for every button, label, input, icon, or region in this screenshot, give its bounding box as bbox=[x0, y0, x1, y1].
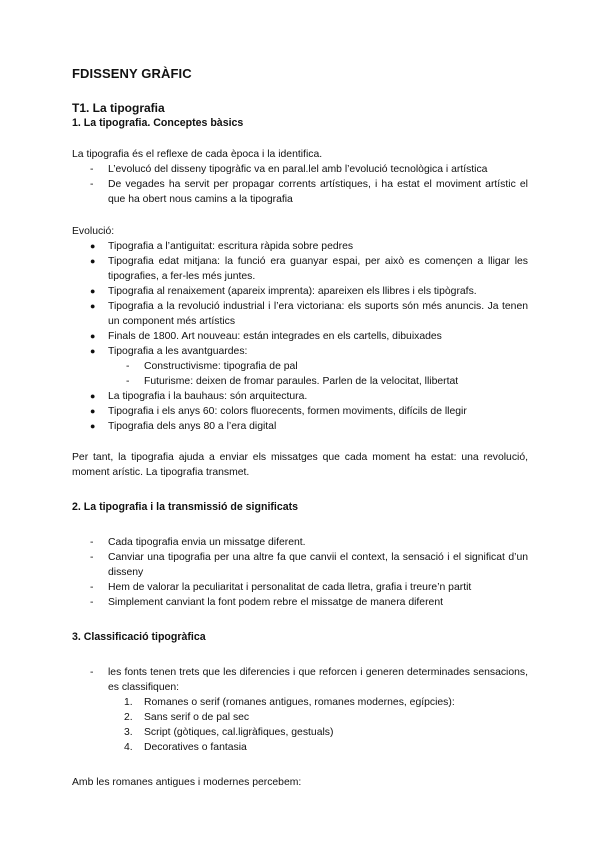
list-item: - De vegades ha servit per propagar corrents artístiques, i ha estat el moviment artístic el que ha obert nous camins a la tipografia bbox=[90, 179, 528, 205]
bullet-marker: ● bbox=[90, 421, 96, 431]
number-marker: 4. bbox=[124, 742, 133, 753]
list-item: - Hem de valorar la peculiaritat i personalitat de cada lletra, grafia i treure’n partit bbox=[90, 582, 472, 593]
bullet-marker: ● bbox=[90, 406, 96, 416]
list-item: ● Tipografia dels anys 80 a l’era digital bbox=[90, 421, 277, 432]
bullet-marker: ● bbox=[90, 241, 96, 251]
section-1-intro: La tipografia és el reflexe de cada època i la identifica. bbox=[72, 149, 323, 160]
number-marker: 2. bbox=[124, 712, 133, 723]
list-item: ● Tipografia al renaixement (apareix imprenta): apareixen els llibres i els tipògrafs. bbox=[90, 286, 477, 297]
document-title: FDISSENY GRÀFIC bbox=[72, 66, 192, 81]
section-3-heading: 3. Classificació tipogràfica bbox=[72, 631, 206, 643]
list-item: 3. Script (gòtiques, cal.ligràfiques, gestuals) bbox=[124, 727, 334, 738]
section-1-dash-list bbox=[72, 162, 528, 207]
section-1-conclusion: Per tant, la tipografia ajuda a enviar els missatges que cada moment ha estat: una revolució, moment arístic. La tipografia transmet. bbox=[72, 452, 528, 478]
dash-marker: - bbox=[90, 537, 94, 548]
list-item: - Cada tipografia envia un missatge diferent. bbox=[90, 537, 306, 548]
section-2-dash-list bbox=[72, 535, 528, 610]
list-item: ● Tipografia a la revolució industrial i l’era victoriana: els suports són més anuncis. Ja tenen un component més artístics bbox=[90, 301, 528, 327]
evolution-label: Evolució: bbox=[72, 226, 115, 237]
sub-list-item: - Constructivisme: tipografia de pal bbox=[126, 361, 298, 372]
list-item: 2. Sans serif o de pal sec bbox=[124, 712, 250, 723]
bullet-marker: ● bbox=[90, 391, 96, 401]
list-item: - les fonts tenen trets que les diferencies i que reforcen i generen determinades sensacions, es classifiquen: bbox=[90, 667, 528, 693]
list-item: ● Tipografia edat mitjana: la funció era guanyar espai, per això es començen a lligar les tipografies, a fer-les més juntes. bbox=[90, 256, 528, 282]
bullet-marker: ● bbox=[90, 331, 96, 341]
bullet-marker: ● bbox=[90, 301, 96, 311]
classification-list bbox=[72, 695, 528, 755]
bullet-marker: ● bbox=[90, 256, 96, 266]
list-item: ● Tipografia i els anys 60: colors fluorecents, formen moviments, difícils de llegir bbox=[90, 406, 467, 417]
sub-list-item: - Futurisme: deixen de fromar paraules. Parlen de la velocitat, llibertat bbox=[126, 376, 459, 387]
list-item: ● La tipografia i la bauhaus: són arquitectura. bbox=[90, 391, 308, 402]
dash-marker: - bbox=[90, 164, 94, 175]
document-body bbox=[72, 66, 528, 790]
section-1-heading: 1. La tipografia. Conceptes bàsics bbox=[72, 117, 244, 129]
dash-marker: - bbox=[90, 597, 94, 608]
dash-marker: - bbox=[126, 376, 130, 387]
number-marker: 1. bbox=[124, 697, 133, 708]
dash-marker: - bbox=[90, 582, 94, 593]
list-item: - Simplement canviant la font podem rebre el missatge de manera diferent bbox=[90, 597, 443, 608]
dash-marker: - bbox=[90, 179, 94, 190]
list-item: - L’evolucó del disseny tipogràfic va en paral.lel amb l’evolució tecnològica i artística bbox=[90, 164, 488, 175]
bullet-marker: ● bbox=[90, 286, 96, 296]
list-item: ● Tipografia a l’antiguitat: escritura ràpida sobre pedres bbox=[90, 241, 354, 252]
number-marker: 3. bbox=[124, 727, 133, 738]
section-3-closing: Amb les romanes antigues i modernes percebem: bbox=[72, 777, 302, 788]
list-item: ● Tipografia a les avantguardes: bbox=[90, 346, 248, 357]
section-3-dash-list bbox=[72, 665, 528, 695]
dash-marker: - bbox=[126, 361, 130, 372]
dash-marker: - bbox=[90, 552, 94, 563]
bullet-marker: ● bbox=[90, 346, 96, 356]
list-item: - Canviar una tipografia per una altre fa que canvii el context, la sensació i el significat d’un disseny bbox=[90, 552, 528, 578]
list-item: ● Finals de 1800. Art nouveau: están integrades en els cartells, dibuixades bbox=[90, 331, 442, 342]
section-2-heading: 2. La tipografia i la transmissió de significats bbox=[72, 501, 299, 513]
evolution-list bbox=[72, 239, 528, 434]
list-item: 1. Romanes o serif (romanes antigues, romanes modernes, egípcies): bbox=[124, 697, 455, 708]
list-item: 4. Decoratives o fantasia bbox=[124, 742, 247, 753]
topic-heading: T1. La tipografia bbox=[72, 101, 165, 115]
dash-marker: - bbox=[90, 667, 94, 678]
